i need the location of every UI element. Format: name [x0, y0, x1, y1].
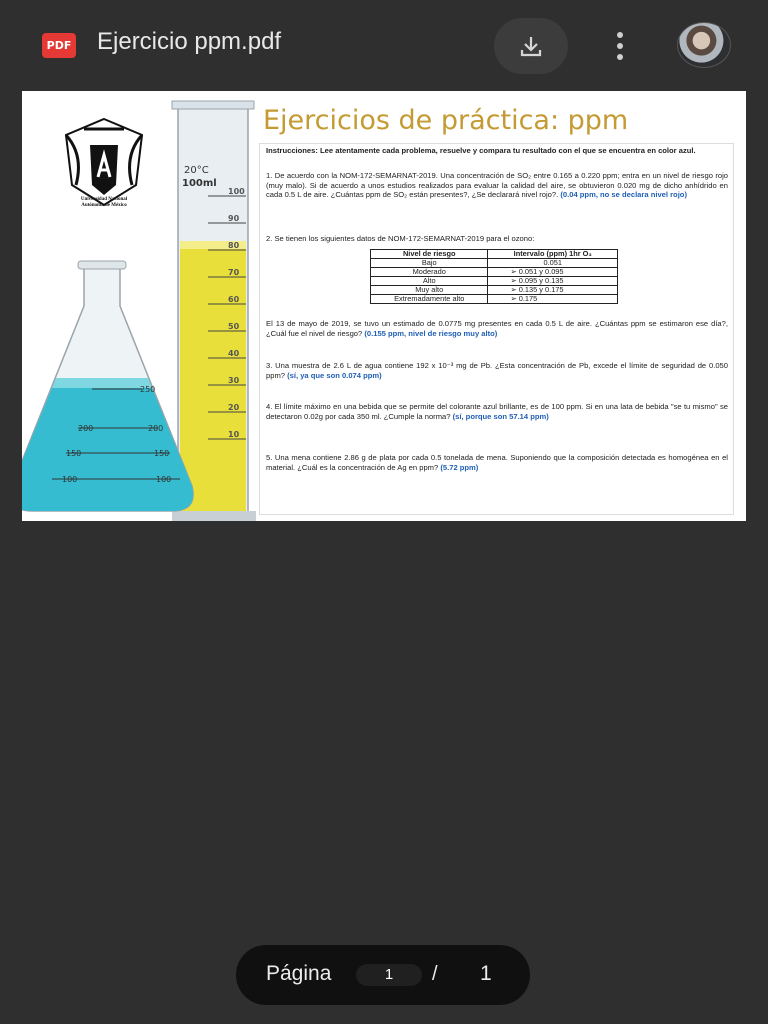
- ozone-risk-table: [370, 249, 618, 304]
- table-cell: Moderado: [371, 268, 488, 277]
- page-label: Página: [266, 962, 332, 985]
- question-text: 3. Una muestra de 2.6 L de agua contiene 192 x 10⁻³ mg de Pb. ¿Esta concentración de Pb, excede el límite de seguridad de 0.050 ppm?: [266, 361, 728, 380]
- table-row: [371, 268, 618, 277]
- question-4: [266, 402, 728, 421]
- table-row: [371, 295, 618, 304]
- question-5: [266, 453, 728, 472]
- table-header: Nivel de riesgo: [371, 250, 488, 259]
- document-title: Ejercicio ppm.pdf: [97, 28, 282, 55]
- question-text: El 13 de mayo de 2019, se tuvo un estimado de 0.0775 mg presentes en cada 0.5 L de aire. ¿Cuántas ppm se estimaron ese día?, ¿Cuál fue el nivel de riesgo?: [266, 319, 728, 338]
- cylinder-tick-label: 40: [228, 349, 240, 358]
- question-2: [266, 234, 728, 244]
- flask-label-right: 250: [140, 385, 156, 394]
- cylinder-tick-label: 80: [228, 241, 240, 250]
- pdf-page: [22, 91, 746, 521]
- table-row: [371, 277, 618, 286]
- table-header: Intervalo (ppm) 1hr O₃: [488, 250, 618, 259]
- flask-label-right: 100: [156, 475, 172, 484]
- download-icon: [519, 34, 543, 58]
- instructions: [266, 146, 728, 156]
- cylinder-tick-label: 70: [228, 268, 240, 277]
- flask-label-right: 150: [154, 449, 170, 458]
- cylinder-temp-label: 20°C: [184, 165, 209, 176]
- logo-caption: [56, 197, 152, 209]
- instructions-text: Lee atentamente cada problema, resuelve y compara tu resultado con el que se encuentra en color azul.: [320, 146, 696, 155]
- question-answer: (0.04 ppm, no se declara nivel rojo): [560, 190, 687, 200]
- table-cell: ➢ 0.095 y 0.135: [488, 277, 618, 286]
- question-answer: (5.72 ppm): [440, 462, 479, 472]
- page-navigator: [236, 945, 530, 1005]
- current-page-input[interactable]: 1: [356, 964, 422, 986]
- total-pages: 1: [480, 962, 492, 985]
- table-cell: ➢ 0.135 y 0.175: [488, 286, 618, 295]
- cylinder-tick-label: 10: [228, 430, 240, 439]
- exercise-title: Ejercicios de práctica: ppm: [263, 105, 629, 136]
- logo-caption-line: Universidad Nacional: [80, 197, 128, 202]
- cylinder-tick-label: 50: [228, 322, 240, 331]
- question-answer: (sí, ya que son 0.074 ppm): [287, 370, 382, 380]
- question-text: 4. El límite máximo en una bebida que se permite del colorante azul brillante, es de 100 ppm. Si en una lata de bebida "se tu mismo" se detectaron 0.02g por cada 350 ml. ¿Cumple la norma?: [266, 402, 728, 421]
- pdf-file-icon: PDF: [42, 33, 76, 58]
- table-cell: 0.051: [488, 259, 618, 268]
- more-vertical-icon: [617, 32, 623, 38]
- logo-caption-line: Autónoma de México: [81, 203, 127, 208]
- table-cell: Extremadamente alto: [371, 295, 488, 304]
- flask-label-right: 200: [148, 424, 164, 433]
- question-2-followup: [266, 319, 728, 338]
- flask-label-left: 100: [62, 475, 78, 484]
- question-3: [266, 361, 728, 380]
- menu-dot: [617, 43, 623, 49]
- flask-label-left: 150: [66, 449, 82, 458]
- cylinder-tick-label: 100: [228, 187, 245, 196]
- cylinder-tick-label: 30: [228, 376, 240, 385]
- instructions-label: Instrucciones:: [266, 146, 318, 155]
- question-answer: (sí, porque son 57.14 ppm): [452, 411, 549, 421]
- question-1: [266, 171, 728, 200]
- cylinder-tick-label: 20: [228, 403, 240, 412]
- toolbar: [0, 0, 768, 90]
- flask-label-left: 200: [78, 424, 94, 433]
- cylinder-tick-label: 60: [228, 295, 240, 304]
- table-cell: Bajo: [371, 259, 488, 268]
- question-text: 1. De acuerdo con la NOM-172-SEMARNAT-2019. Una concentración de SO₂ entre 0.165 a 0.220 ppm; entra en un nivel de riesgo rojo (muy malo). Si de acuerdo a unos estudios realizados para evaluar la calidad del aire, se obtuvieron 0.020 mg de dicho anhídrido en cada 0.5 L de aire. ¿Cuántas ppm de SO₂ están presentes?, ¿Se declarará nivel rojo?.: [266, 171, 728, 200]
- more-options-button[interactable]: [604, 28, 636, 64]
- user-avatar[interactable]: [677, 22, 731, 68]
- page-separator: /: [432, 963, 438, 985]
- table-cell: ➢ 0.051 y 0.095: [488, 268, 618, 277]
- table-cell: Muy alto: [371, 286, 488, 295]
- cylinder-ml-label: 100ml: [182, 178, 217, 189]
- table-row: [371, 259, 618, 268]
- question-text: 5. Una mena contiene 2.86 g de plata por cada 0.5 tonelada de mena. Suponiendo que la composición detectada es homogénea en el material. ¿Cuál es la concentración de Ag en ppm?: [266, 453, 728, 472]
- download-button[interactable]: [494, 18, 568, 74]
- table-cell: ➢ 0.175: [488, 295, 618, 304]
- cylinder-tick-label: 90: [228, 214, 240, 223]
- question-text: 2. Se tienen los siguientes datos de NOM-172-SEMARNAT-2019 para el ozono:: [266, 234, 535, 243]
- question-answer: (0.155 ppm, nivel de riesgo muy alto): [364, 328, 498, 338]
- menu-dot: [617, 54, 623, 60]
- table-cell: Alto: [371, 277, 488, 286]
